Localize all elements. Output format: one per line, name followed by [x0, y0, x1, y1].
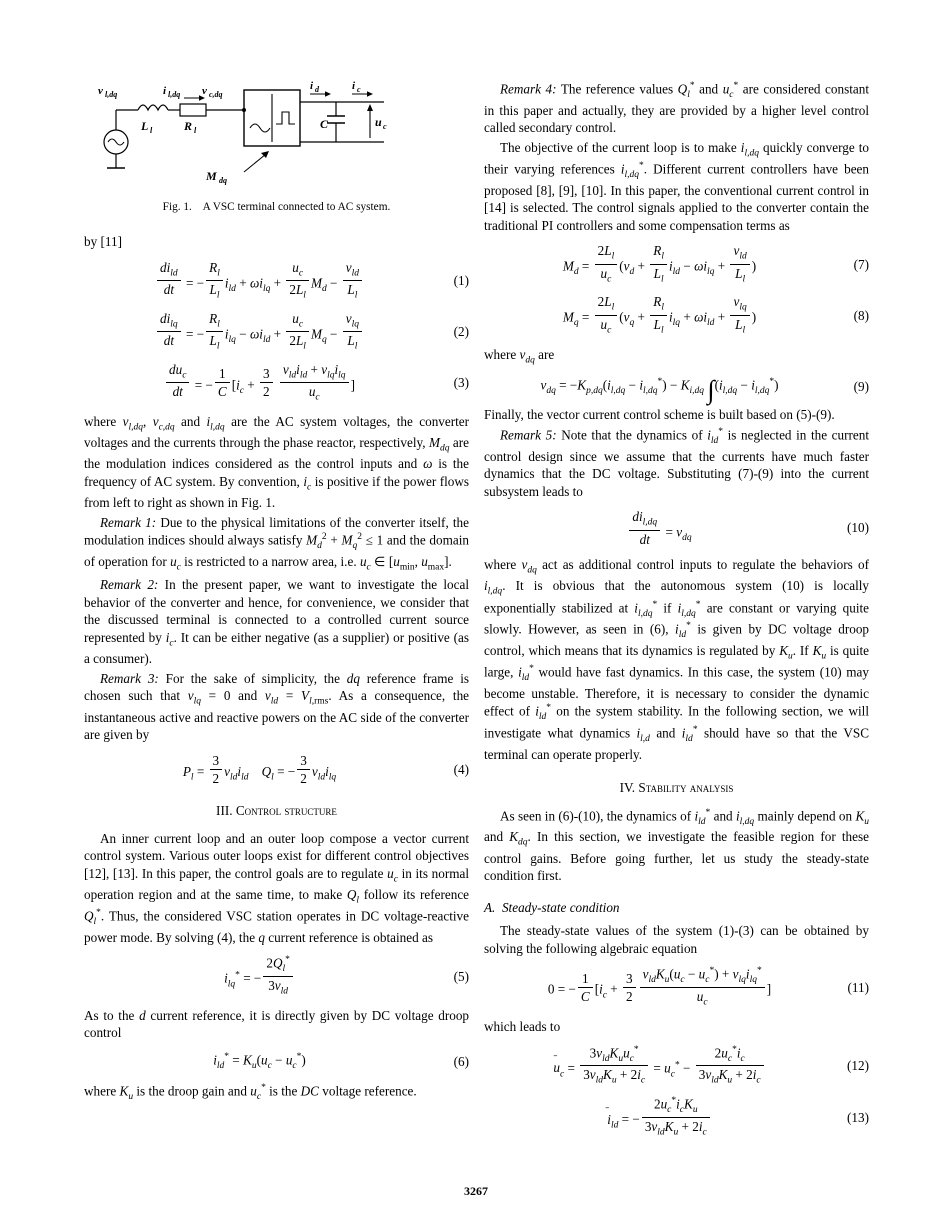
- where-text-3: is the frequency of AC system. By convention,: [84, 456, 470, 490]
- figure-1-caption: [84, 200, 469, 215]
- paragraph-steady-state: The steady-state values of the system (1)-(3) can be obtained by solving the following algebraic equation: [484, 923, 869, 956]
- equation-11-number: (11): [847, 979, 869, 995]
- equation-9-number: (9): [853, 378, 869, 394]
- stab-text-e: . In this section, we investigate the feasible region for these control gains. Before going further, let us study the steady-state condition first.: [484, 829, 869, 884]
- equation-3-body: $\frac{du_c}{dt}$ = − $\frac{1}{C}$ [$i_c$ + $\frac{3}{2}$ $\frac{v_{ld}i_{ld} + v_{lq}i_{lq}}{u_c}$ ]: [84, 362, 435, 404]
- equation-6: [84, 1051, 469, 1073]
- remark-4-title: Remark 4:: [500, 81, 557, 97]
- equation-5-number: (5): [453, 968, 469, 984]
- remark-1: Remark 1: Due to the physical limitations of the converter itself, the modulation indices should always satisfy $M_d^2 + M_q^2 \le 1$ and the domain of operation for $u_c$ is restricted to a narrow area, i.e. $u_c$ ∈ [$u_{min}$, $u_{max}$].: [84, 514, 470, 573]
- remark-5-text-a: Note that the dynamics of: [561, 427, 703, 443]
- svg-text:c: c: [383, 122, 387, 131]
- section-3-heading: [84, 802, 469, 820]
- section-4-heading: [484, 779, 869, 797]
- equation-7-number: (7): [853, 256, 869, 272]
- figure-1-diagram: [84, 80, 469, 190]
- ctrl-text-h: is quite large,: [484, 642, 870, 680]
- equation-10: [484, 509, 869, 547]
- left-column: [84, 80, 469, 1105]
- subsection-a-label: A.: [484, 899, 496, 915]
- equation-6-number: (6): [453, 1054, 469, 1070]
- ctrl-text-j: on the system stability. In the following section, we will investigate what dynamics: [484, 703, 869, 741]
- obj-text-a: The objective of the current loop is to make: [500, 139, 737, 155]
- by-reference: by [11]: [84, 234, 122, 250]
- equation-4: [84, 753, 469, 786]
- svg-text:l,dq: l,dq: [105, 90, 118, 99]
- equation-3-number: (3): [453, 375, 469, 391]
- remark-3-text-b: reference frame is chosen such that: [84, 670, 470, 704]
- equation-6-body: $i_{ld}^* = K_u(u_c - u_c^*)$: [213, 1051, 306, 1072]
- stab-text-d: and: [484, 829, 504, 845]
- svg-text:l,dq: l,dq: [168, 90, 181, 99]
- remark-3-title: Remark 3:: [100, 670, 159, 686]
- svg-text:l: l: [150, 126, 153, 135]
- right-column: [484, 80, 869, 1148]
- paragraph-objective: The objective of the current loop is to make $i_{l,dq}$ quickly converge to their varying references $i_{l,dq}^*$. Different current controllers have been proposed [8], [9], [10]. In this paper, the conventional current control in [14] is selected. The control signals applied to the converter contain the traditional PI controllers and some compensation terms as: [484, 139, 869, 233]
- equation-11: [484, 966, 869, 1009]
- paragraph-control-loops: An inner current loop and an outer loop compose a vector current control system. Various outer loops exist for different control objectives [12], [13]. In this paper, the control goals are to regulate $u_c$ in its normal operation region and at the same time, to make $Q_l$ follow its reference $Q_l^*$. Thus, the considered VSC station operates in DC voltage-reactive power mode. By solving (4), the q current reference is obtained as: [84, 830, 470, 945]
- paragraph-where-vdq: where $v_{dq}$ are: [484, 346, 555, 366]
- paragraph-which-leads-to: which leads to: [484, 1018, 561, 1034]
- svg-text:L: L: [141, 119, 149, 133]
- svg-text:i: i: [163, 85, 167, 97]
- equation-8-number: (8): [853, 307, 869, 323]
- svg-text:v: v: [202, 85, 207, 97]
- paragraph-stability-intro: As seen in (6)-(10), the dynamics of $i_{ld}^*$ and $i_{l,dq}$ mainly depend on $K_u$ and $K_{dq}$. In this section, we investigate the feasible region for these control gains. Before going further, let us study the steady-state condition first.: [484, 807, 869, 884]
- svg-text:dq: dq: [219, 176, 227, 185]
- paragraph-d-current-reference: As to the d current reference, it is directly given by DC voltage droop control: [84, 1007, 470, 1041]
- remark-3-text-d: . As a consequence, the instantaneous active and reactive powers on the AC side of the converter are given by: [84, 688, 470, 743]
- obj-text-b: quickly converge to their varying references: [484, 139, 869, 177]
- section-4-title: Stability analysis: [638, 780, 734, 796]
- remark-1-text-c: is restricted to a narrow area, i.e.: [184, 554, 357, 570]
- droop-text-a: where: [84, 1083, 117, 1099]
- ctrl-text-e: are constant or varying quite slowly. However, as seen in (6),: [484, 599, 869, 637]
- section-3-number: III.: [216, 803, 233, 818]
- section-3-title: Control structure: [235, 803, 337, 818]
- stab-text-b: and: [713, 808, 733, 824]
- equation-10-number: (10): [847, 520, 869, 536]
- loop-text-b: in its normal operation region and at the same time, to make: [84, 865, 470, 902]
- svg-text:M: M: [206, 169, 217, 183]
- ctrl-text-f: is given by DC voltage droop control, which means that its dynamics is regulated by: [484, 621, 870, 658]
- equation-13-body: $i_{ld}$ = − $\frac{2u_c^*i_cK_u}{3v_{ld}K_u + 2i_c}$: [484, 1096, 835, 1139]
- remark-2-text-b: . It can be either negative (as a supplier) or positive (as a consumer).: [84, 629, 469, 667]
- remark-2-text-a: In the present paper, we want to investigate the local behavior of the converter and hence, for convenience, we consider that the discussed terminal is connected to a controlled current source represented by: [84, 577, 470, 645]
- remark-5: Remark 5: Note that the dynamics of $i_{ld}^*$ is neglected in the current control design since we assume that the currents have much faster dynamics that the DC voltage. Substituting (7)-(9) into the current subsystem leads to: [484, 427, 870, 499]
- equation-10-body: $\frac{di_{l,dq}}{dt}$ = $v_{dq}$: [484, 509, 835, 547]
- equation-12-number: (12): [847, 1057, 869, 1073]
- ctrl-text-k: and: [656, 725, 676, 741]
- equation-3: [84, 362, 469, 404]
- figure-1-caption-text: A VSC terminal connected to AC system.: [202, 201, 391, 213]
- stab-text-a: As seen in (6)-(10), the dynamics of: [500, 808, 692, 824]
- droop-text-d: voltage reference.: [322, 1083, 417, 1099]
- figure-1-label: Fig. 1.: [162, 201, 192, 213]
- loop-text-a: An inner current loop and an outer loop compose a vector current control system. Various outer loops exist for different control objectives [12], [13]. In this paper, the control goals are to regulate: [84, 830, 469, 881]
- paragraph-where-definitions: where $v_{l,dq}$, $v_{c,dq}$ and $i_{l,dq}$ are the AC system voltages, the converter voltages and the currents through the phase reactor, respectively, $M_{dq}$ are the modulation indices considered as the control inputs and ω is the frequency of AC system. By convention, $i_c$ is positive if the power flows from left to right as shown in Fig. 1.: [84, 413, 470, 511]
- remark-3-text-c: and: [238, 688, 258, 704]
- equation-2: [84, 311, 469, 353]
- subsection-a-title: Steady-state condition: [501, 899, 620, 915]
- svg-text:l: l: [194, 126, 197, 135]
- where-vdq-a: where: [484, 346, 517, 362]
- equation-13: [484, 1096, 869, 1139]
- equation-7-body: $M_d$ = $\frac{2L_l}{u_c}$ ($v_d$ + $\frac{R_l}{L_l}$ $i_{ld} - \omega i_{lq}$ + $\frac{v_{ld}}{L_l}$ ): [562, 243, 757, 285]
- remark-4: Remark 4: The reference values $Q_l^*$ and $u_c^*$ are considered constant in this paper and actually, they are provided by a higher level control called secondary control.: [484, 81, 870, 136]
- ctrl-text-g: . If: [792, 642, 809, 658]
- equation-2-number: (2): [453, 323, 469, 339]
- svg-text:C: C: [320, 117, 329, 131]
- svg-text:d: d: [315, 85, 319, 94]
- svg-text:v: v: [98, 85, 103, 97]
- remark-3: Remark 3: For the sake of simplicity, the dq reference frame is chosen such that $v_{lq} = 0$ and $v_{ld} = V_{l,rms}$. As a consequence, the instantaneous active and reactive powers on the AC side of the converter are given by: [84, 670, 470, 743]
- remark-4-text-b: and: [699, 81, 719, 97]
- svg-text:u: u: [375, 115, 382, 129]
- remark-1-text-b: and the domain of operation for: [84, 532, 469, 570]
- equation-1: [84, 260, 469, 302]
- loop-text-d: . Thus, the considered VSC station operates in DC voltage-reactive power mode. By solving (4), the: [84, 908, 469, 945]
- equation-8: [484, 294, 869, 336]
- remark-3-text-a: For the sake of simplicity, the: [165, 670, 340, 686]
- svg-text:c,dq: c,dq: [209, 90, 223, 99]
- where-text-1: are the AC system voltages, the converter voltages and the currents through the phase reactor, respectively,: [84, 413, 470, 451]
- remark-4-text-c: are considered constant in this paper and actually, they are provided by a higher level control called secondary control.: [484, 81, 870, 136]
- equation-5-body: $i_{lq}^*$ = − $\frac{2Q_l^*}{3v_{ld}}$: [84, 955, 435, 998]
- section-4-number: IV.: [619, 780, 636, 796]
- loop-text-e: current reference is obtained as: [268, 929, 433, 945]
- equation-8-body: $M_q$ = $\frac{2L_l}{u_c}$ ($v_q$ + $\frac{R_l}{L_l}$ $i_{lq} + \omega i_{ld}$ + $\frac{v_{lq}}{L_l}$ ): [562, 294, 757, 336]
- ctrl-text-b: act as additional control inputs to regulate the behaviors of: [542, 557, 870, 573]
- loop-text-c: follow its reference: [363, 886, 470, 902]
- remark-5-title: Remark 5:: [500, 427, 557, 443]
- equation-12: [484, 1045, 869, 1088]
- ctrl-text-c: . It is obvious that the autonomous system (10) is locally exponentially stabilized at: [484, 578, 869, 615]
- dref-text-a: As to the: [84, 1007, 135, 1023]
- where-vdq-b: are: [538, 346, 555, 362]
- equation-11-body: 0 = − $\frac{1}{C}$ [$i_c$ + $\frac{3}{2}$ $\frac{v_{ld}K_u(u_c - u_c^*) + v_{lq}i_{lq}^*}{u_c}$ ]: [547, 966, 772, 1009]
- where-text-2: are the modulation indices considered as the control inputs and: [84, 435, 470, 472]
- obj-text-c: . Different current controllers have been proposed [8], [9], [10]. In this paper, the conventional current control in [14] is selected. The control signals applied to the converter contain the traditional PI controllers and some compensation terms as: [484, 161, 869, 233]
- dref-text-b: current reference, it is directly given by DC voltage droop control: [84, 1007, 470, 1041]
- where-text-4: is positive if the power flows from left to right as shown in Fig. 1.: [84, 474, 470, 511]
- equation-1-body: $\frac{di_{ld}}{dt}$ = − $\frac{R_l}{L_l}$ $i_{ld} + \omega i_{lq}$ + $\frac{u_c}{2L_l}$ $M_d$ − $\frac{v_{ld}}{L_l}$: [84, 260, 435, 302]
- equation-13-number: (13): [847, 1109, 869, 1125]
- svg-text:i: i: [352, 80, 356, 92]
- svg-text:i: i: [310, 80, 314, 92]
- equation-4-number: (4): [453, 761, 469, 777]
- remark-5-text-b: is neglected in the current control design since we assume that the currents have much faster dynamics that the DC voltage. Substituting (7)-(9) into the current subsystem leads to: [484, 427, 870, 499]
- remark-2-title: Remark 2:: [100, 577, 159, 593]
- remark-1-text-a: Due to the physical limitations of the converter itself, the modulation indices should always satisfy: [84, 514, 470, 548]
- equation-9-body: $v_{dq} = -K_{p,dq}(i_{l,dq} - i_{l,dq}^*) - K_{i,dq}$ $\int(i_{l,dq} - i_{l,dq}^*)$: [540, 374, 779, 405]
- stab-text-c: mainly depend on: [757, 808, 853, 824]
- equation-2-body: $\frac{di_{lq}}{dt}$ = − $\frac{R_l}{L_l}$ $i_{lq} - \omega i_{ld}$ + $\frac{u_c}{2L_l}$ $M_q$ − $\frac{v_{lq}}{L_l}$: [84, 311, 435, 353]
- ctrl-text-d: if: [663, 599, 672, 615]
- remark-2: Remark 2: In the present paper, we want to investigate the local behavior of the converter and hence, for convenience, we consider that the discussed terminal is connected to a controlled current source represented by $i_c$. It can be either negative (as a supplier) or positive (as a consumer).: [84, 577, 470, 667]
- remark-1-title: Remark 1:: [100, 514, 157, 530]
- ctrl-text-a: where: [484, 557, 517, 573]
- remark-4-text-a: The reference values: [560, 81, 674, 97]
- ctrl-text-i: would have fast dynamics. In this case, the system (10) may become unstable. Therefore, it is necessary to consider the dynamic effect of: [484, 664, 870, 719]
- equation-4-body: $P_l$ = $\frac{3}{2}$ $v_{ld}i_{ld}$ $Q_l$ = − $\frac{3}{2}$ $v_{ld}i_{lq}$: [182, 752, 337, 786]
- vsc-terminal-circuit-svg: [84, 80, 414, 190]
- equation-12-body: $u_c$ = $\frac{3v_{ld}K_uu_c^*}{3v_{ld}K_u + 2i_c}$ = $u_c^*$ − $\frac{2u_c^*i_c}{3v_{ld}K_u + 2i_c}$: [484, 1045, 835, 1088]
- droop-text-c: is the: [269, 1083, 298, 1099]
- equation-7: [484, 243, 869, 285]
- droop-text-b: is the droop gain and: [136, 1083, 247, 1099]
- equation-9: [484, 374, 869, 405]
- subsection-a-heading: [484, 899, 869, 917]
- svg-text:R: R: [184, 119, 193, 133]
- equation-1-number: (1): [453, 272, 469, 288]
- page-number: 3267: [464, 1184, 488, 1198]
- svg-text:c: c: [357, 85, 361, 94]
- paragraph-control-inputs: where $v_{dq}$ act as additional control inputs to regulate the behaviors of $i_{l,dq}$. It is obvious that the autonomous system (10) is locally exponentially stabilized at $i_{l,dq}^*$ if $i_{l,dq}^*$ are constant or varying quite slowly. However, as seen in (6), $i_{ld}^*$ is given by DC voltage droop control, which means that its dynamics is regulated by $K_u$. If $K_u$ is quite large, $i_{ld}^*$ would have fast dynamics. In this case, the system (10) may become unstable. Therefore, it is necessary to consider the dynamic effect of $i_{ld}^*$ on the system stability. In the following section, we will investigate what dynamics $i_{l,d}$ and $i_{ld}^*$ should have so that the VSC terminal can operate properly.: [484, 557, 870, 762]
- paragraph-droop-gain: where $K_u$ is the droop gain and $u_c^*$ is the DC voltage reference.: [84, 1082, 417, 1102]
- equation-5: [84, 955, 469, 998]
- ctrl-text-l: should have so that the VSC terminal can operate properly.: [484, 725, 869, 762]
- paragraph-final-scheme: Finally, the vector current control scheme is built based on (5)-(9).: [484, 407, 835, 423]
